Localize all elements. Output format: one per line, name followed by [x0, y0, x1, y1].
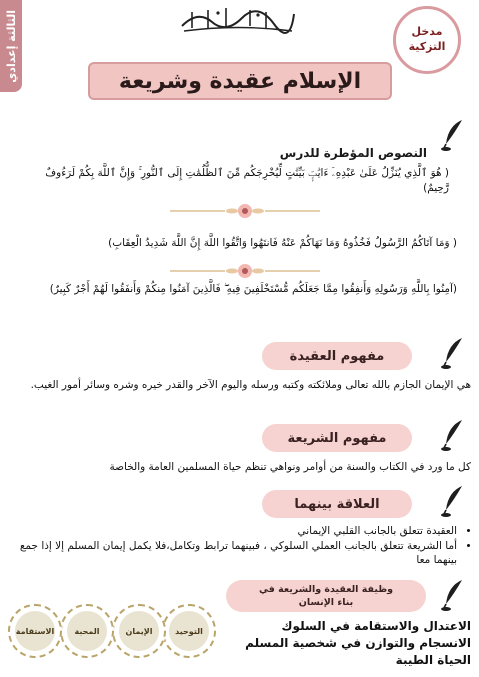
entry-badge-line1: مدخل: [411, 25, 443, 39]
verse-3: (آمِنُوا بِاللَّهِ وَرَسُولِهِ وَأَنفِقُوا مِمَّا جَعَلَكُم مُّسْتَخْلَفِينَ فِيهِ ۖ فَالَّذِينَ آمَنُوا مِنكُمْ وَأَنفَقُوا لَهُمْ أَجْرٌ كَبِيرٌ): [49, 283, 457, 295]
quill-icon: [440, 118, 466, 152]
function-line: الاعتدال والاستقامة في السلوك: [281, 619, 471, 633]
texts-heading: النصوص المؤطرة للدرس: [279, 146, 427, 160]
grade-tab: [0, 0, 22, 92]
entry-badge: [393, 6, 461, 74]
relation-item: • أما الشريعة تتعلق بالجانب العملي السلوكي ، فبينهما ترابط وتكامل،فلا يكمل إيمان المسلم إلا إذا جمع بينهما معا: [8, 539, 457, 568]
quill-icon: [440, 484, 466, 518]
sharia-heading: مفهوم الشريعة: [262, 424, 412, 452]
title-banner: [88, 62, 392, 100]
sharia-text: كل ما ورد في الكتاب والسنة من أوامر ونواهي تنظم حياة المسلمين العامة والخاصة: [109, 461, 471, 473]
medal-label: المحبة: [67, 611, 107, 651]
medal-label: التوحيد: [169, 611, 209, 651]
ornament-divider: [170, 198, 320, 224]
entry-badge-line2: التزكية: [408, 40, 446, 53]
medal-iman: [112, 604, 166, 658]
aqida-text: هي الإيمان الجازم بالله تعالى وملائكته وكتبه ورسله واليوم الآخر والقدر خيره وشره وسائر أمور الغيب.: [30, 379, 471, 391]
relation-list: [8, 524, 471, 568]
medal-tawhid: [162, 604, 216, 658]
quill-icon: [440, 418, 466, 452]
relation-item: • العقيدة تتعلق بالجانب القلبي الإيماني: [8, 524, 457, 539]
relation-heading: العلاقة بينهما: [262, 490, 412, 518]
medal-label: الإيمان: [119, 611, 159, 651]
medal-label: الاستقامة: [15, 611, 55, 651]
function-heading-line1: وظيفة العقيدة والشريعة في: [258, 584, 394, 595]
aqida-heading: مفهوم العقيدة: [262, 342, 412, 370]
function-line: الانسجام والتوازن في شخصية المسلم: [245, 636, 471, 650]
quill-icon: [440, 578, 466, 612]
basmala-calligraphy: [178, 4, 298, 34]
function-line: الحياة الطيبة: [395, 653, 471, 667]
function-heading: [226, 580, 426, 612]
grade-label: الثالثة إعدادي: [4, 9, 18, 83]
medal-mahabba: [60, 604, 114, 658]
page-title: الإسلام عقيدة وشريعة: [118, 68, 362, 94]
quill-icon: [440, 336, 466, 370]
verse-2: ( وَمَا آتَاكُمُ الرَّسُولُ فَخُذُوهُ وَمَا نَهَاكُمْ عَنْهُ فَانتَهُوا وَاتَّقُوا اللَّهَ إِنَّ اللَّهَ شَدِيدُ الْعِقَابِ): [108, 237, 457, 249]
function-list: [222, 618, 471, 669]
ornament-divider: [170, 258, 320, 284]
function-heading-line2: بناء الإنسان: [298, 597, 354, 608]
verse-1: ( هُوَ ٱلَّذِي يُنَزِّلُ عَلَىٰ عَبْدِهِۦٓ ءَايَٰتٍۭ بَيِّنَٰتٍ لِّيُخْرِجَكُم مِّنَ ٱلظُّلُمَٰتِ إِلَى ٱلنُّورِ ۚ وَإِنَّ ٱللَّهَ بِكُمْ لَرَءُوفٌ رَّحِيمٌ): [45, 167, 449, 194]
medal-istiqama: [8, 604, 62, 658]
